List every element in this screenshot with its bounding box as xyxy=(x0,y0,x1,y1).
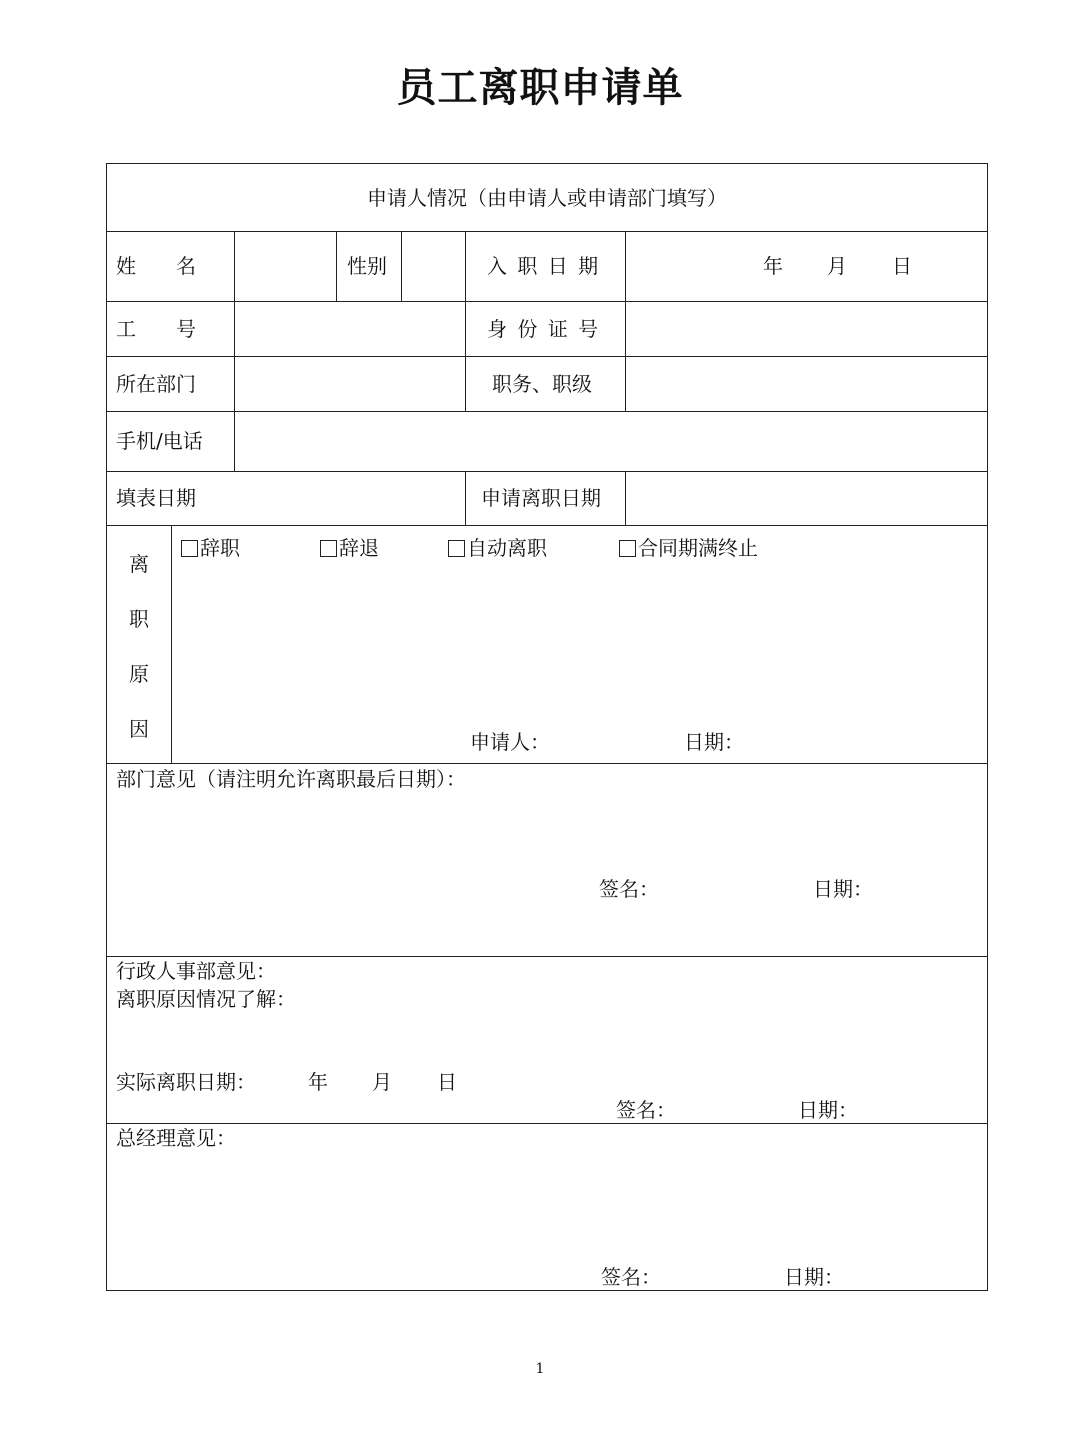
column-divider xyxy=(465,471,466,525)
apply-leave-date-field[interactable] xyxy=(627,473,986,524)
hr-sign-label: 签名： xyxy=(616,1098,676,1122)
row-divider xyxy=(107,525,987,526)
hr-reason-label: 离职原因情况了解： xyxy=(116,987,296,1011)
option-resign-label: 辞职 xyxy=(200,536,240,560)
apply-leave-date-label: 申请离职日期 xyxy=(481,486,601,510)
name-label: 姓 名 xyxy=(116,254,196,278)
section-header-applicant-info: 申请人情况（由申请人或申请部门填写） xyxy=(367,186,727,210)
column-divider xyxy=(465,231,466,411)
option-voluntary-leave-label: 自动离职 xyxy=(467,536,547,560)
actual-leave-date-label: 实际离职日期： xyxy=(116,1070,256,1094)
entry-date-label xyxy=(487,254,603,278)
row-divider xyxy=(107,1123,987,1124)
id-card-field[interactable] xyxy=(627,303,986,355)
row-divider xyxy=(107,301,987,302)
position-field[interactable] xyxy=(627,358,986,410)
department-field[interactable] xyxy=(236,358,464,410)
column-divider xyxy=(171,525,172,763)
entry-date-year: 年 xyxy=(763,254,783,278)
resignation-form-table xyxy=(106,163,988,1291)
row-divider xyxy=(107,231,987,232)
column-divider xyxy=(234,231,235,471)
phone-field[interactable] xyxy=(236,413,986,470)
column-divider xyxy=(336,231,337,301)
gm-opinion-field[interactable] xyxy=(109,1156,985,1256)
applicant-date-label: 日期： xyxy=(684,730,744,754)
entry-date-day: 日 xyxy=(892,254,912,278)
gender-field[interactable] xyxy=(403,233,464,300)
gm-sign-label: 签名： xyxy=(601,1265,661,1289)
checkbox-resign[interactable] xyxy=(181,540,198,557)
dept-opinion-field[interactable] xyxy=(109,796,985,886)
leave-reason-char: 原 xyxy=(129,662,149,686)
gm-opinion-label: 总经理意见： xyxy=(116,1126,236,1150)
entry-date-field[interactable] xyxy=(627,233,986,300)
id-card-label: 身 份 证 号 xyxy=(487,317,601,341)
employee-no-label: 工 号 xyxy=(116,317,196,341)
row-divider xyxy=(107,763,987,764)
actual-leave-day: 日 xyxy=(437,1070,457,1094)
column-divider xyxy=(401,231,402,301)
page-number: 1 xyxy=(535,1361,545,1377)
gm-date-label: 日期： xyxy=(784,1265,844,1289)
form-title: 员工离职申请单 xyxy=(396,65,684,111)
row-divider xyxy=(107,411,987,412)
option-dismissed-label: 辞退 xyxy=(339,536,379,560)
gender-label: 性别 xyxy=(347,254,387,278)
option-voluntary-leave[interactable] xyxy=(448,536,547,560)
column-divider xyxy=(625,231,626,411)
row-divider xyxy=(107,356,987,357)
position-label: 职务、职级 xyxy=(492,372,592,396)
leave-reason-char: 职 xyxy=(129,607,149,631)
phone-label: 手机/电话 xyxy=(116,429,203,453)
option-contract-expired-label: 合同期满终止 xyxy=(638,536,758,560)
hr-date-label: 日期： xyxy=(798,1098,858,1122)
checkbox-contract-expired[interactable] xyxy=(619,540,636,557)
leave-reason-label xyxy=(107,548,171,742)
checkbox-dismissed[interactable] xyxy=(320,540,337,557)
leave-reason-char: 离 xyxy=(129,552,149,576)
fill-date-label: 填表日期 xyxy=(116,486,196,510)
row-divider xyxy=(107,471,987,472)
applicant-signature-label: 申请人： xyxy=(470,730,550,754)
leave-reason-char: 因 xyxy=(129,717,149,741)
checkbox-voluntary-leave[interactable] xyxy=(448,540,465,557)
dept-date-label: 日期： xyxy=(813,877,873,901)
dept-opinion-label: 部门意见（请注明允许离职最后日期）： xyxy=(116,767,466,791)
row-divider xyxy=(107,956,987,957)
actual-leave-month: 月 xyxy=(372,1070,392,1094)
dept-sign-label: 签名： xyxy=(599,877,659,901)
hr-opinion-label: 行政人事部意见： xyxy=(116,959,276,983)
option-contract-expired[interactable] xyxy=(619,536,758,560)
employee-no-field[interactable] xyxy=(236,303,464,355)
department-label: 所在部门 xyxy=(116,372,196,396)
column-divider xyxy=(625,471,626,525)
entry-date-month: 月 xyxy=(827,254,847,278)
option-resign[interactable] xyxy=(181,536,240,560)
option-dismissed[interactable] xyxy=(320,536,379,560)
actual-leave-year: 年 xyxy=(308,1070,328,1094)
name-field[interactable] xyxy=(236,233,335,300)
entry-date-label-text: 入 职 日 期 xyxy=(487,254,601,278)
